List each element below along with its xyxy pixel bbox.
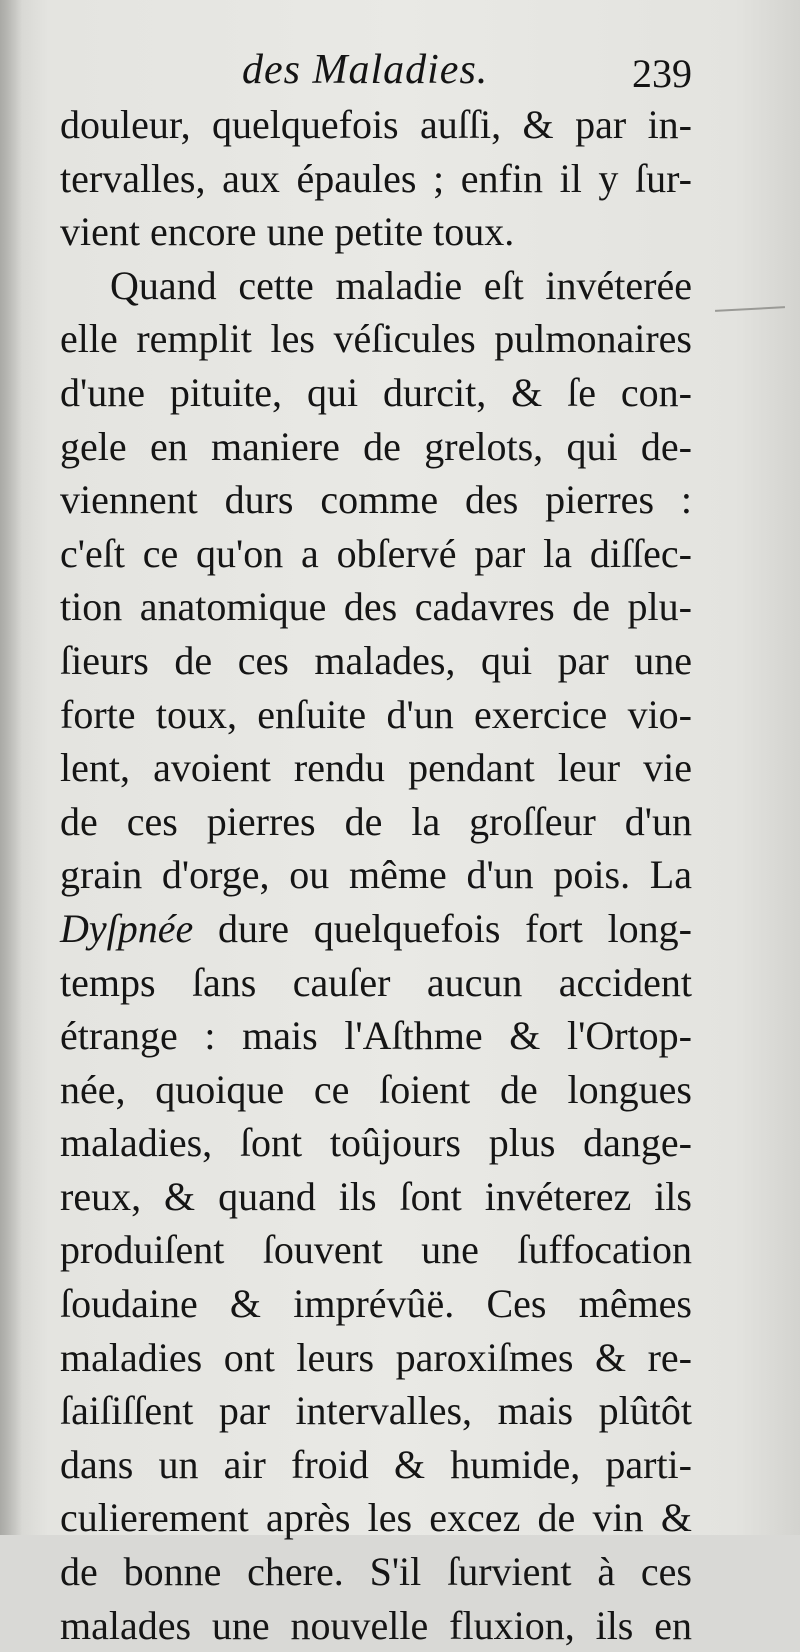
text-line: lent, avoient rendu pendant leur vie — [60, 745, 692, 791]
text-line: forte toux, enſuite d'un exercice vio- — [60, 691, 692, 737]
text-line: ſieurs de ces malades, qui par une — [60, 637, 692, 683]
text-line: d'une pituite, qui durcit, & ſe con- — [60, 369, 692, 415]
page-edge-shadow — [0, 0, 22, 1535]
text-line: maladies ont leurs paroxiſmes & re- — [60, 1334, 692, 1380]
text-line: tion anatomique des cadavres de plu- — [60, 584, 692, 630]
text-line — [60, 902, 692, 956]
text-line: tervalles, aux épaules ; enfin il y ſur- — [60, 155, 692, 201]
text-line: viennent durs comme des pierres : — [60, 477, 692, 523]
text-line: de bonne chere. S'il ſurvient à ces — [60, 1549, 692, 1595]
text-line: douleur, quelquefois auſſi, & par in- — [60, 102, 692, 147]
text-line: elle remplit les véſicules pulmonaires — [60, 316, 692, 362]
text-line: c'eſt ce qu'on a obſervé par la diſſec- — [60, 530, 692, 576]
running-title: des Maladies. — [242, 47, 489, 93]
text-line: ſaiſiſſent par intervalles, mais plûtôt — [60, 1388, 692, 1434]
page-number: 239 — [632, 51, 692, 96]
text-line: produiſent ſouvent une ſuffocation — [60, 1227, 692, 1273]
text-line: reux, & quand ils ſont invéterez ils — [60, 1173, 692, 1219]
body-text — [60, 98, 692, 1652]
page-header — [60, 46, 700, 106]
text-line: ſoudaine & imprévûë. Ces mêmes — [60, 1281, 692, 1327]
text-line: grain d'orge, ou même d'un pois. La — [60, 852, 692, 898]
text-line: culierement après les excez de vin & — [60, 1495, 692, 1541]
text-line: née, quoique ce ſoient de longues — [60, 1066, 692, 1112]
text-line: Quand cette maladie eſt invéterée — [110, 262, 692, 308]
text-line: vient encore une petite toux. — [60, 209, 515, 255]
margin-pencil-mark — [715, 306, 785, 312]
text-line: malades une nouvelle fluxion, ils en — [60, 1602, 692, 1648]
text-line: de ces pierres de la groſſeur d'un — [60, 798, 692, 844]
text-line: temps ſans cauſer aucun accident — [60, 959, 692, 1005]
text-line: dans un air froid & humide, parti- — [60, 1441, 692, 1487]
text-line: étrange : mais l'Aſthme & l'Ortop- — [60, 1013, 692, 1059]
text-line-rest: dure quelquefois fort long- — [217, 905, 692, 951]
text-line: maladies, ſont toûjours plus dange- — [60, 1120, 692, 1166]
italic-term: Dyſpnée — [60, 905, 194, 951]
text-line: gele en maniere de grelots, qui de- — [60, 423, 692, 469]
